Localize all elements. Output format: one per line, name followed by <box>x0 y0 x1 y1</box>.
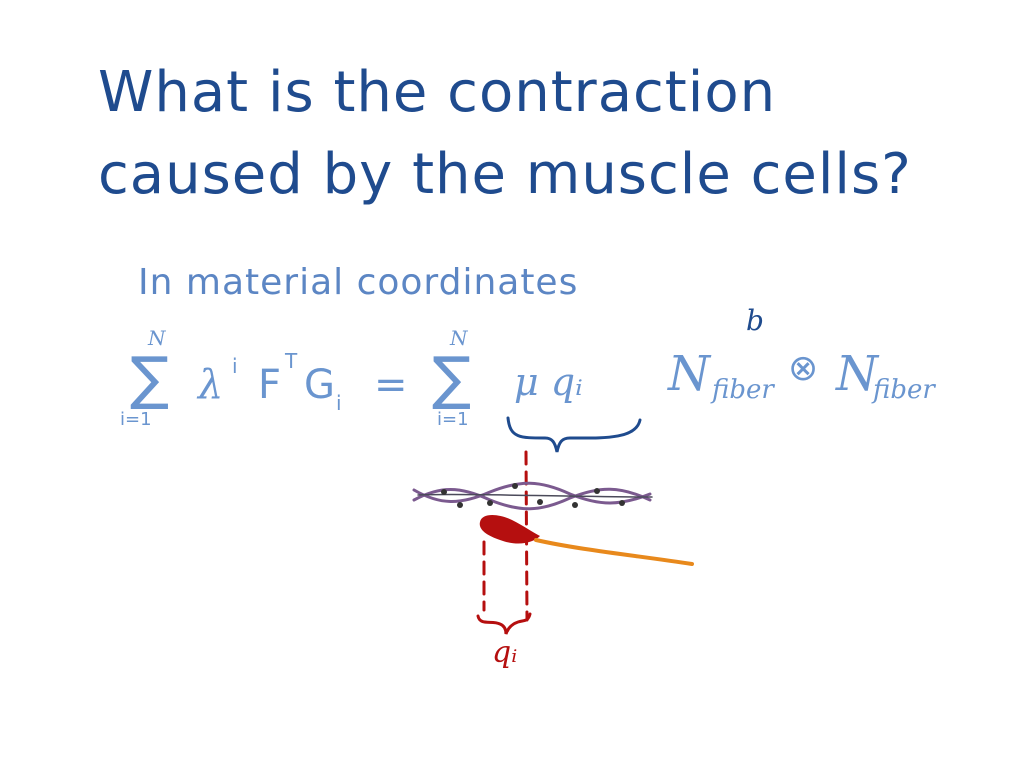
sum-right-upper: N <box>450 326 468 350</box>
muscle-fiber <box>414 483 652 509</box>
title-line-1: What is the contraction <box>98 60 777 125</box>
title-line-2: caused by the muscle cells? <box>98 142 912 207</box>
lambda-superscript: i <box>232 354 238 378</box>
lambda-term: λ <box>198 362 224 408</box>
n-fiber-left-subscript: fiber <box>712 375 774 405</box>
sum-left-lower: i=1 <box>120 409 152 430</box>
orange-tendon-line <box>536 540 692 564</box>
sum-left-symbol: ∑ <box>130 344 170 412</box>
sum-right-symbol: ∑ <box>432 344 472 412</box>
mu-q-term: μ qᵢ <box>514 360 583 404</box>
subtitle-material-coordinates: In material coordinates <box>138 262 579 303</box>
sum-right-lower: i=1 <box>437 409 469 430</box>
q-i-label: qᵢ <box>492 635 518 670</box>
g-term: G <box>304 362 335 408</box>
curly-brace-bottom <box>478 614 530 634</box>
n-fiber-left: N <box>668 346 710 402</box>
sum-left-upper: N <box>148 326 166 350</box>
n-fiber-right: N <box>836 346 878 402</box>
otimes-symbol: ⊗ <box>788 348 819 389</box>
f-superscript: T <box>285 349 298 373</box>
equals-sign: = <box>374 362 408 408</box>
g-subscript: i <box>336 391 342 415</box>
muscle-cell-blob <box>480 515 540 543</box>
n-fiber-left-superscript: b <box>746 304 764 337</box>
n-fiber-right-subscript: fiber <box>873 375 935 405</box>
curly-brace-top <box>508 418 640 452</box>
f-term: F <box>258 362 282 408</box>
